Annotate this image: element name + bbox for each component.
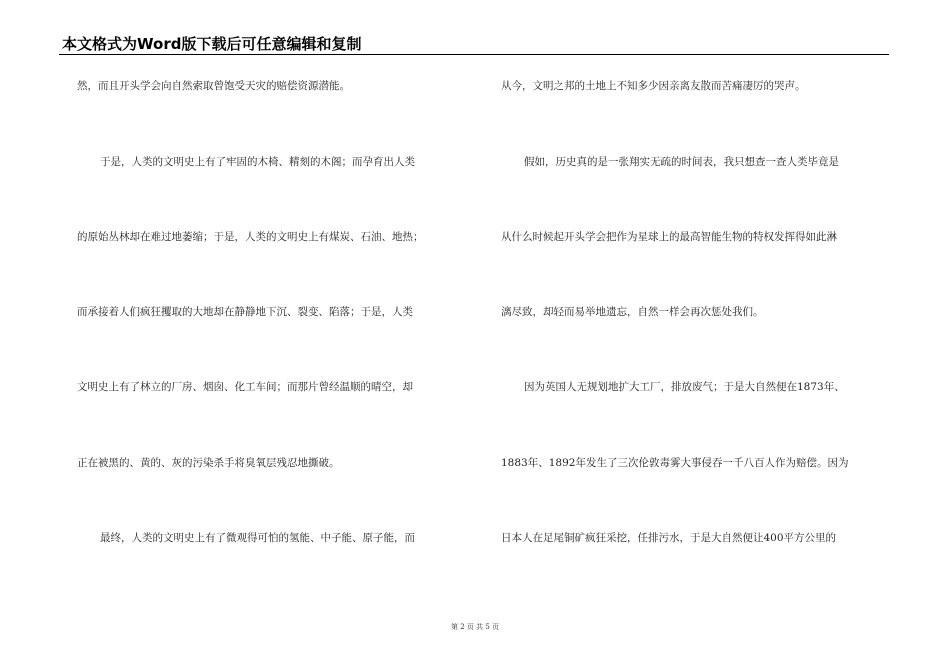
paragraph-line: 1883年、1892年发生了三次伦敦毒雾大事侵吞一千八百人作为赔偿。因为 [501, 457, 849, 469]
paragraph-line: 最终，人类的文明史上有了微观得可怕的氢能、中子能、原子能，而 [100, 532, 415, 544]
paragraph-line: 的原始丛林却在难过地萎缩；于是，人类的文明史上有煤炭、石油、地热； [77, 231, 424, 243]
paragraph-line: 从今，文明之邦的土地上不知多少因亲离友散而苦痛凄厉的哭声。 [501, 80, 806, 92]
paragraph-line: 文明史上有了林立的厂房、烟囱、化工车间；而那片曾经温顺的晴空，却 [77, 381, 413, 393]
paragraph-line: 正在被黑的、黄的、灰的污染杀手将臭氧层残忍地撕破。 [77, 457, 340, 469]
paragraph-line: 假如，历史真的是一张翔实无疏的时间表，我只想查一查人类毕竟是 [524, 156, 839, 168]
document-header-title: 本文格式为Word版下载后可任意编辑和复制 [62, 35, 362, 53]
paragraph-line: 漓尽致，却轻而易举地遗忘，自然一样会再次惩处我们。 [501, 306, 764, 318]
paragraph-line: 而承接着人们疯狂攫取的大地却在静静地下沉、裂变、陷落；于是，人类 [77, 306, 413, 318]
paragraph-line: 然，而且开头学会向自然索取曾饱受天灾的赔偿资源潜能。 [77, 80, 350, 92]
page-number-footer: 第 2 页 共 5 页 [450, 623, 500, 631]
paragraph-line: 从什么时候起开头学会把作为星球上的最高智能生物的特权发挥得如此淋 [501, 231, 837, 243]
paragraph-line: 于是，人类的文明史上有了牢固的木椅、精刻的木阁；而孕育出人类 [100, 156, 415, 168]
paragraph-line: 日本人在足尾铜矿疯狂采挖，任排污水，于是大自然便让400平方公里的 [501, 532, 837, 544]
paragraph-line: 因为英国人无规划地扩大工厂，排放废气；于是大自然便在1873年、 [524, 381, 845, 393]
header-divider [59, 54, 889, 55]
